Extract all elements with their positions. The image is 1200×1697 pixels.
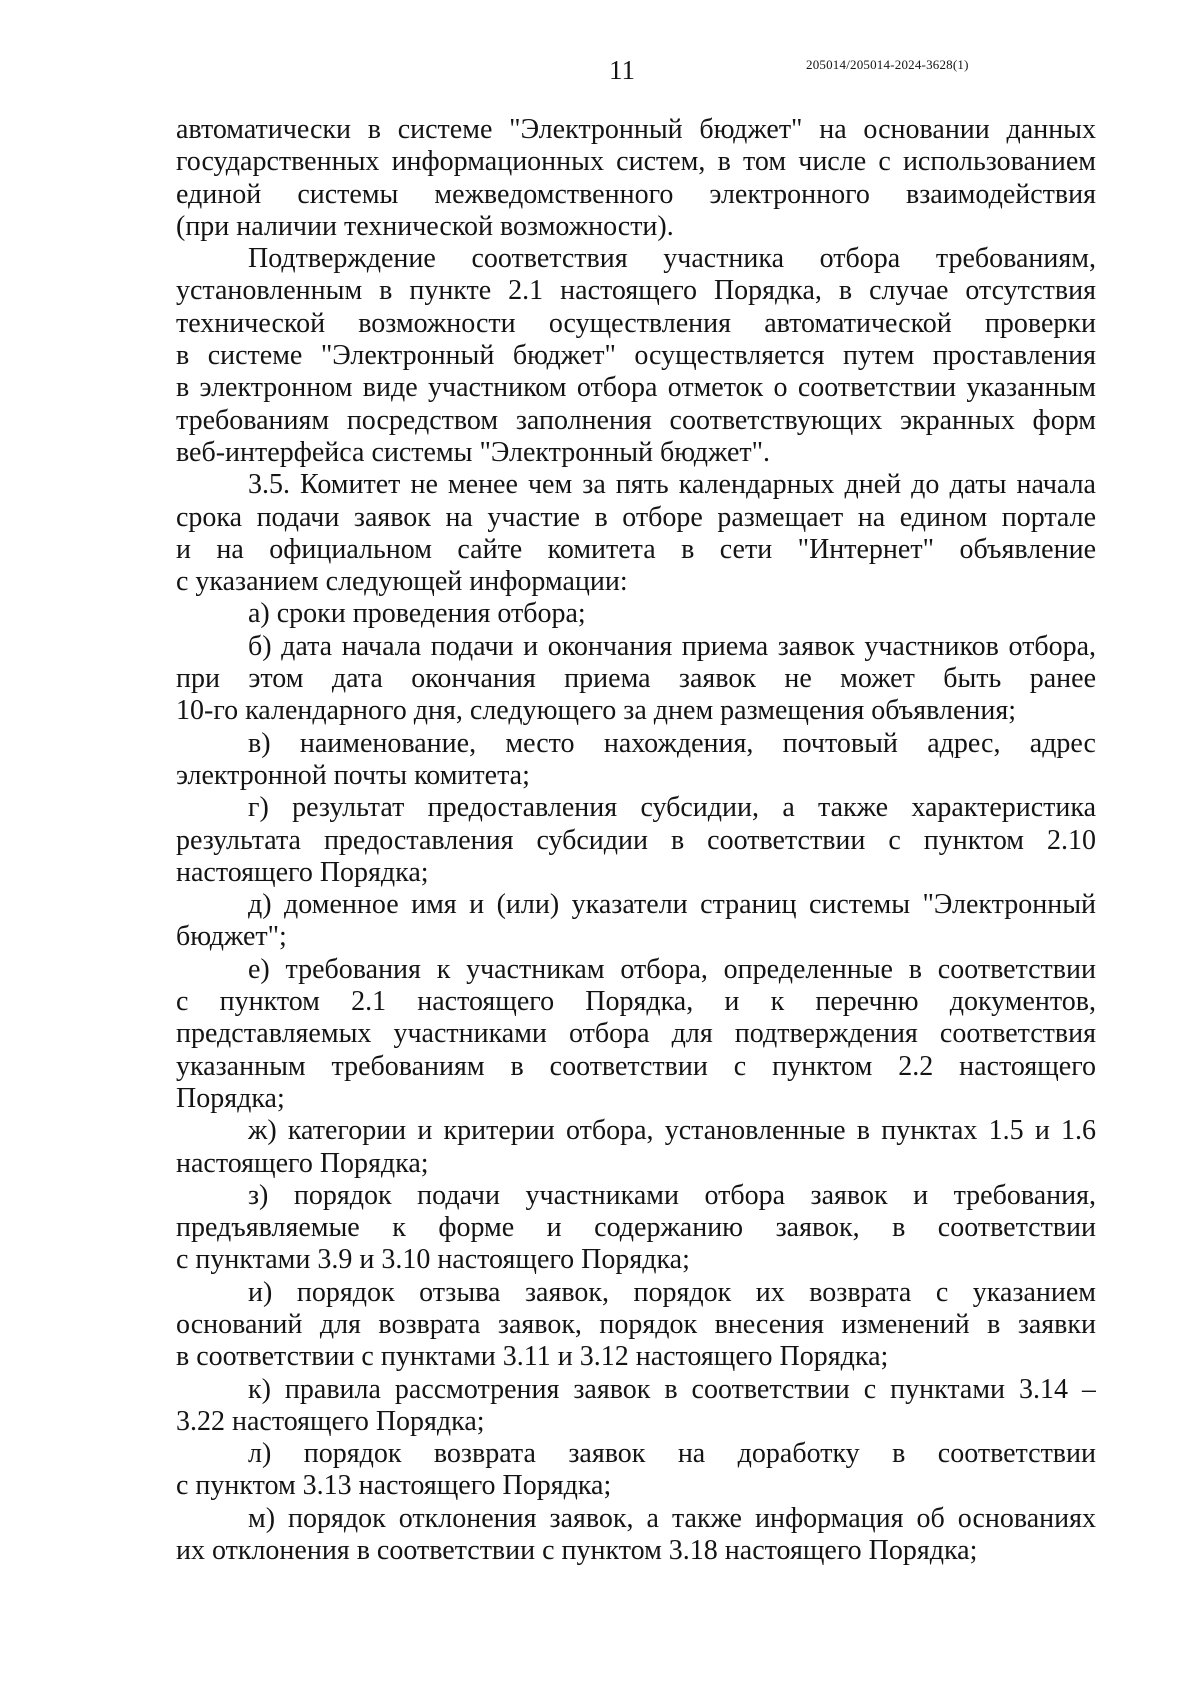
text-line: результата предоставления субсидии в соответствии с пунктом 2.10 — [176, 824, 1096, 856]
text-line: 3.5. Комитет не менее чем за пять календарных дней до даты начала — [248, 469, 1096, 501]
text-line: единой системы межведомственного электронного взаимодействия — [176, 178, 1096, 210]
text-line: е) требования к участникам отбора, определенные в соответствии — [248, 953, 1096, 985]
text-line: настоящего Порядка; — [176, 856, 429, 888]
document-id: 205014/205014-2024-3628(1) — [806, 57, 969, 72]
text-line: 10-го календарного дня, следующего за днем размещения объявления; — [176, 695, 1017, 727]
text-line: с пунктами 3.9 и 3.10 настоящего Порядка; — [176, 1244, 690, 1276]
text-line: и на официальном сайте комитета в сети "Интернет" объявление — [176, 533, 1096, 565]
text-line: в соответствии с пунктами 3.11 и 3.12 настоящего Порядка; — [176, 1341, 889, 1373]
text-line: г) результат предоставления субсидии, а также характеристика — [248, 792, 1096, 824]
document-body — [176, 114, 1096, 1567]
text-line: Порядка; — [176, 1082, 285, 1114]
text-line: с указанием следующей информации: — [176, 566, 628, 598]
text-line: предъявляемые к форме и содержанию заявок, в соответствии — [176, 1212, 1096, 1244]
text-line: при этом дата окончания приема заявок не может быть ранее — [176, 663, 1096, 695]
text-line: технической возможности осуществления автоматической проверки — [176, 307, 1096, 339]
text-line: ж) категории и критерии отбора, установленные в пунктах 1.5 и 1.6 — [248, 1115, 1096, 1147]
text-line: 3.22 настоящего Порядка; — [176, 1405, 485, 1437]
page-number: 11 — [609, 55, 635, 85]
text-line: государственных информационных систем, в том числе с использованием — [176, 146, 1096, 178]
text-line: в электронном виде участником отбора отметок о соответствии указанным — [176, 372, 1096, 404]
text-line: автоматически в системе "Электронный бюджет" на основании данных — [176, 114, 1096, 145]
text-line: и) порядок отзыва заявок, порядок их возврата с указанием — [248, 1276, 1096, 1308]
text-line: требованиям посредством заполнения соответствующих экранных форм — [176, 404, 1096, 436]
text-line: (при наличии технической возможности). — [176, 210, 674, 242]
text-line: с пунктом 3.13 настоящего Порядка; — [176, 1470, 612, 1502]
text-line: в) наименование, место нахождения, почтовый адрес, адрес — [248, 727, 1096, 759]
text-line: а) сроки проведения отбора; — [248, 598, 586, 630]
text-line: с пунктом 2.1 настоящего Порядка, и к перечню документов, — [176, 986, 1096, 1018]
text-line: л) порядок возврата заявок на доработку в соответствии — [248, 1438, 1096, 1470]
text-line: д) доменное имя и (или) указатели страниц системы "Электронный — [248, 889, 1096, 921]
text-line: срока подачи заявок на участие в отборе размещает на едином портале — [176, 501, 1096, 533]
text-line: электронной почты комитета; — [176, 759, 530, 791]
text-line: Подтверждение соответствия участника отбора требованиям, — [248, 243, 1096, 275]
text-line: бюджет"; — [176, 921, 287, 953]
text-line: представляемых участниками отбора для подтверждения соответствия — [176, 1018, 1096, 1050]
text-line: оснований для возврата заявок, порядок внесения изменений в заявки — [176, 1308, 1096, 1340]
text-line: з) порядок подачи участниками отбора заявок и требования, — [248, 1179, 1096, 1211]
text-line: установленным в пункте 2.1 настоящего Порядка, в случае отсутствия — [176, 275, 1096, 307]
text-line: к) правила рассмотрения заявок в соответствии с пунктами 3.14 – — [248, 1373, 1096, 1405]
text-line: их отклонения в соответствии с пунктом 3.18 настоящего Порядка; — [176, 1535, 978, 1567]
text-line: веб-интерфейса системы "Электронный бюджет". — [176, 436, 771, 468]
text-line: настоящего Порядка; — [176, 1147, 429, 1179]
text-line: м) порядок отклонения заявок, а также информация об основаниях — [248, 1502, 1096, 1534]
text-line: б) дата начала подачи и окончания приема заявок участников отбора, — [248, 630, 1096, 662]
text-line: указанным требованиям в соответствии с пунктом 2.2 настоящего — [176, 1050, 1096, 1082]
text-line: в системе "Электронный бюджет" осуществляется путем проставления — [176, 340, 1096, 372]
